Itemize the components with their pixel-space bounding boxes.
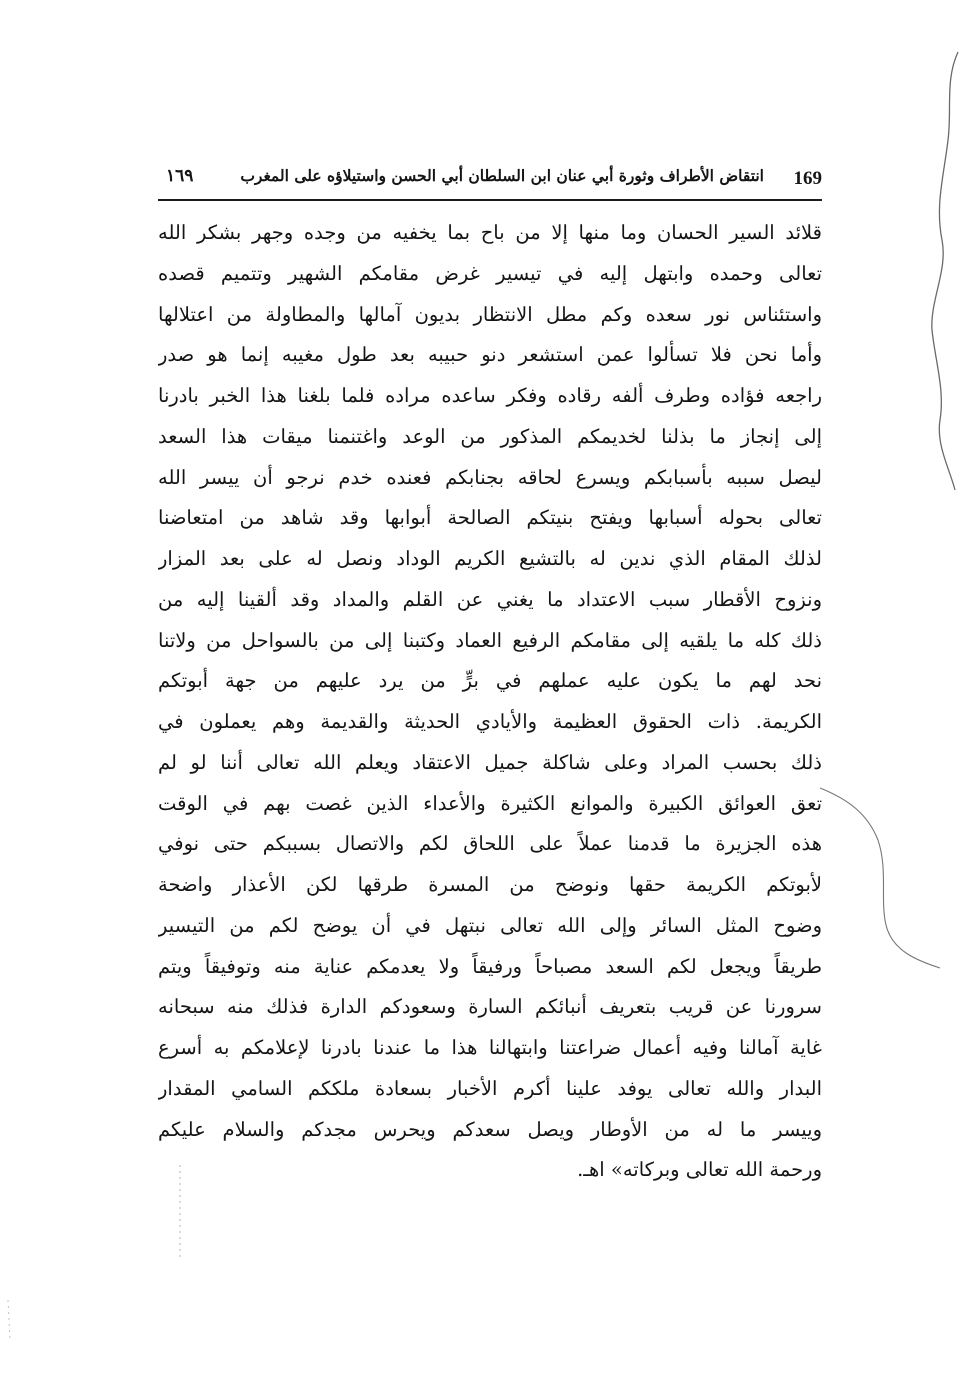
text-line: نحد لهم ما يكون عليه عملهم في برٍّ من يرد عليهم من جهة أبوتكم (158, 669, 822, 693)
text-line: سرورنا عن قريب بتعريف أنبائكم السارة وسعودكم الدارة فذلك منه سبحانه (158, 995, 822, 1019)
text-line: البدار والله تعالى يوفد علينا أكرم الأخبار بسعادة ملككم السامي المقدار (158, 1076, 822, 1100)
dotted-edge-mark-lower (8, 1300, 10, 1340)
page-number-latin: 169 (793, 168, 822, 189)
text-line: لذلك المقام الذي ندين له بالتشيع الكريم الوداد ونصل له على بعد المزار (158, 547, 822, 570)
running-title: انتقاض الأطراف وثورة أبي عنان ابن السلطان أبي الحسن واستيلاؤه على المغرب (240, 166, 764, 185)
text-line: تعالى بحوله أسبابها ويفتح بنيتكم الصالحة أبوابها وقد شاهد من امتعاضنا (158, 506, 822, 530)
page-number-arabic: ١٦٩ (166, 166, 194, 186)
text-line: إلى إنجاز ما بذلنا لخديمكم المذكور من الوعد واغتنمنا ميقات هذا السعد (158, 424, 822, 448)
scan-fold-curve (820, 788, 940, 968)
running-header (158, 166, 822, 196)
text-line: لأبوتكم الكريمة حقها ونوضح من المسرة طرقها لكن الأعذار واضحة (158, 873, 822, 896)
text-line: وأما نحن فلا تسألوا عمن استشعر دنو حبيبه بعد طول مغيبه إنما هو صدر (158, 343, 822, 367)
text-line: الكريمة. ذات الحقوق العظيمة والأيادي الحديثة والقديمة وهم يعملون في (158, 710, 822, 733)
text-line: تعق العوائق الكبيرة والموانع الكثيرة والأعداء الذين غصت بهم في الوقت (158, 791, 822, 815)
text-line: غاية آمالنا وفيه أعمال ضراعتنا وابتهالنا هذا ما عندنا بادرنا لإعلامكم به أسرع (158, 1036, 822, 1059)
text-line: ونزوح الأقطار سبب الاعتداد ما يغني عن القلم والمداد وقد ألقينا إليه من (158, 587, 822, 611)
text-line: ذلك كله ما يلقيه إلى مقامكم الرفيع العماد وكتبنا إلى من بالسواحل من ولاتنا (158, 628, 822, 652)
text-line-last: ورحمة الله تعالى وبركاته» اهـ. (577, 1158, 822, 1182)
text-line: ذلك بحسب المراد وعلى شاكلة جميل الاعتقاد ويعلم الله تعالى أننا لو لم (158, 750, 822, 774)
header-rule (158, 199, 822, 201)
text-line: وييسر ما له من الأوطار ويصل سعدكم ويحرس مجدكم والسلام عليكم (158, 1117, 822, 1141)
text-line: طريقاً ويجعل لكم السعد مصباحاً ورفيقاً ولا يعدمكم عناية منه وتوفيقاً ويتم (158, 954, 822, 978)
text-line: هذه الجزيرة ما قدمنا عملاً على اللحاق لكم والاتصال بسببكم حتى نوفي (158, 832, 822, 856)
text-line: واستئناس نور سعده وكم مطل الانتظار بديون آمالها والمطاولة من اعتلالها (158, 302, 822, 326)
body-text (158, 213, 822, 1191)
text-line: وضوح المثل السائر وإلى الله تعالى نبتهل في أن يوضح لكم من التيسير (158, 913, 822, 937)
text-line: ليصل سببه بأسبابكم ويسرع لحاقه بجنابكم فعنده خدم نرجو أن ييسر الله (158, 465, 822, 489)
text-line: راجعه فؤاده وطرف ألفه رقاده وفكر ساعده مراده فلما بلغنا هذا الخبر بادرنا (158, 384, 822, 407)
text-line: تعالى وحمده وابتهل إليه في تيسير غرض مقامكم الشهير وتتميم قصده (158, 261, 822, 285)
page-edge-curve (932, 52, 958, 490)
text-line: قلائد السير الحسان وما منها إلا من باح بما يخفيه من وجده وجهر بشكر الله (158, 221, 822, 244)
